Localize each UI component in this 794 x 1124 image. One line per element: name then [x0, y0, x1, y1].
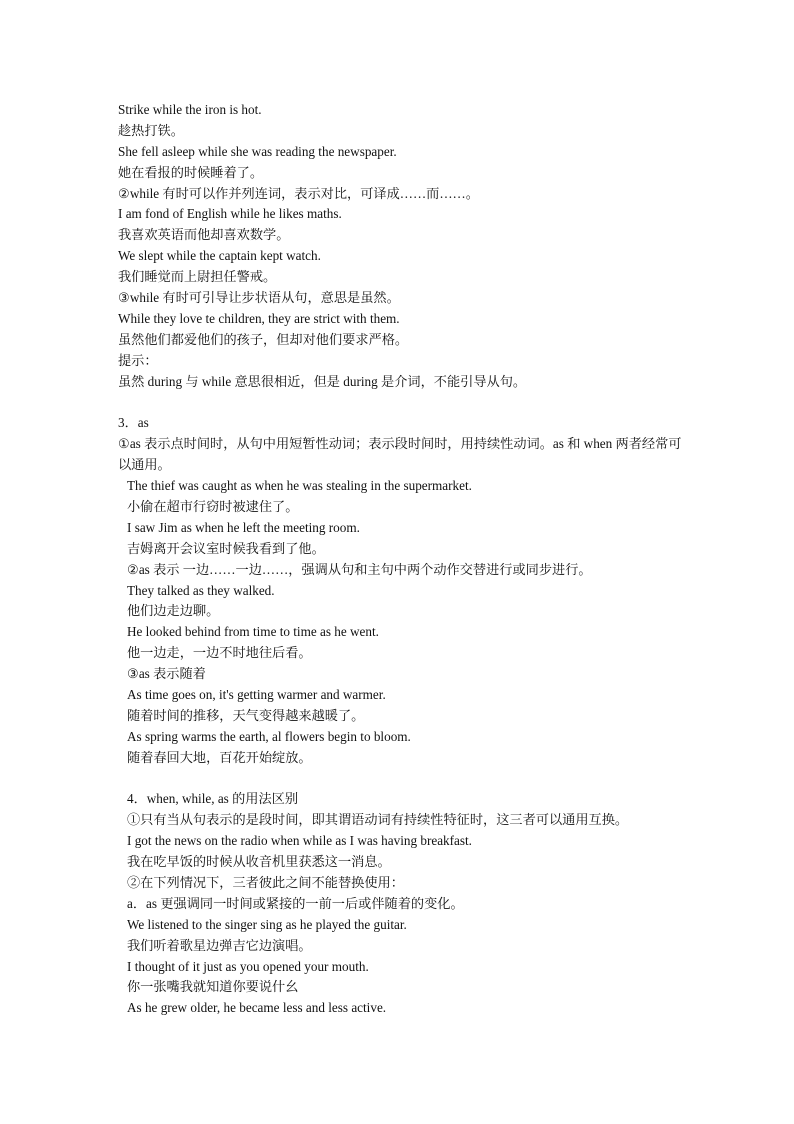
example-translation: 吉姆离开会议室时候我看到了他。: [127, 540, 325, 556]
example-sentence: As he grew older, he became less and less active.: [127, 1000, 387, 1016]
example-sentence: As time goes on, it's getting warmer and warmer.: [127, 686, 386, 702]
example-sentence: They talked as they walked.: [127, 582, 275, 598]
tip-label: 提示：: [118, 352, 158, 368]
example-sentence: I got the news on the radio when while as I was having breakfast.: [127, 833, 472, 849]
example-translation: 他们边走边聊。: [127, 603, 220, 619]
example-sentence: While they love te children, they are strict with them.: [118, 310, 400, 326]
usage-point: ②while 有时可以作并列连词，表示对比，可译成……而……。: [118, 185, 479, 201]
section-heading: 4．when, while, as 的用法区别: [127, 791, 299, 807]
example-sentence: We slept while the captain kept watch.: [118, 248, 321, 264]
example-translation: 你一张嘴我就知道你要说什幺: [127, 979, 299, 995]
example-translation: 她在看报的时候睡着了。: [118, 164, 264, 180]
example-sentence: I am fond of English while he likes maths.: [118, 206, 342, 222]
section-spacer: [118, 392, 688, 413]
usage-point: ②在下列情况下，三者彼此之间不能替换使用：: [127, 874, 404, 890]
example-translation: 随着春回大地，百花开始绽放。: [127, 749, 312, 765]
usage-point: ③while 有时可引导让步状语从句，意思是虽然。: [118, 290, 400, 306]
example-sentence: He looked behind from time to time as he went.: [127, 624, 379, 640]
usage-subpoint: a．as 更强调同一时间或紧接的一前一后或伴随着的变化。: [127, 895, 464, 911]
example-translation: 他一边走，一边不时地往后看。: [127, 645, 312, 661]
example-translation: 我们睡觉而上尉担任警戒。: [118, 269, 277, 285]
usage-point: ③as 表示随着: [127, 666, 206, 682]
example-sentence: As spring warms the earth, al flowers begin to bloom.: [127, 728, 411, 744]
tip-text: 虽然 during 与 while 意思很相近，但是 during 是介词，不能引导从句。: [118, 373, 527, 389]
usage-point: ①as 表示点时间时，从句中用短暂性动词；表示段时间时，用持续性动词。as 和 when 两者经常可以通用。: [118, 436, 682, 473]
example-sentence: Strike while the iron is hot.: [118, 102, 262, 117]
document-body: [118, 100, 688, 1019]
example-sentence: I thought of it just as you opened your mouth.: [127, 958, 369, 974]
example-translation: 我们听着歌星边弹吉它边演唱。: [127, 937, 312, 953]
section-heading: 3．as: [118, 415, 149, 431]
example-translation: 趁热打铁。: [118, 122, 184, 138]
example-sentence: She fell asleep while she was reading the newspaper.: [118, 143, 397, 159]
example-sentence: The thief was caught as when he was stealing in the supermarket.: [127, 478, 472, 494]
example-translation: 虽然他们都爱他们的孩子，但却对他们要求严格。: [118, 331, 409, 347]
example-sentence: We listened to the singer sing as he played the guitar.: [127, 916, 407, 932]
example-translation: 小偷在超市行窃时被逮住了。: [127, 498, 299, 514]
section-spacer: [118, 769, 688, 790]
usage-point: ①只有当从句表示的是段时间，即其谓语动词有持续性特征时，这三者可以通用互换。: [127, 812, 629, 828]
example-sentence: I saw Jim as when he left the meeting room.: [127, 519, 360, 535]
usage-point: ②as 表示 一边……一边……，强调从句和主句中两个动作交替进行或同步进行。: [127, 561, 592, 577]
example-translation: 随着时间的推移，天气变得越来越暖了。: [127, 707, 365, 723]
example-translation: 我在吃早饭的时候从收音机里获悉这一消息。: [127, 854, 391, 870]
example-translation: 我喜欢英语而他却喜欢数学。: [118, 227, 290, 243]
